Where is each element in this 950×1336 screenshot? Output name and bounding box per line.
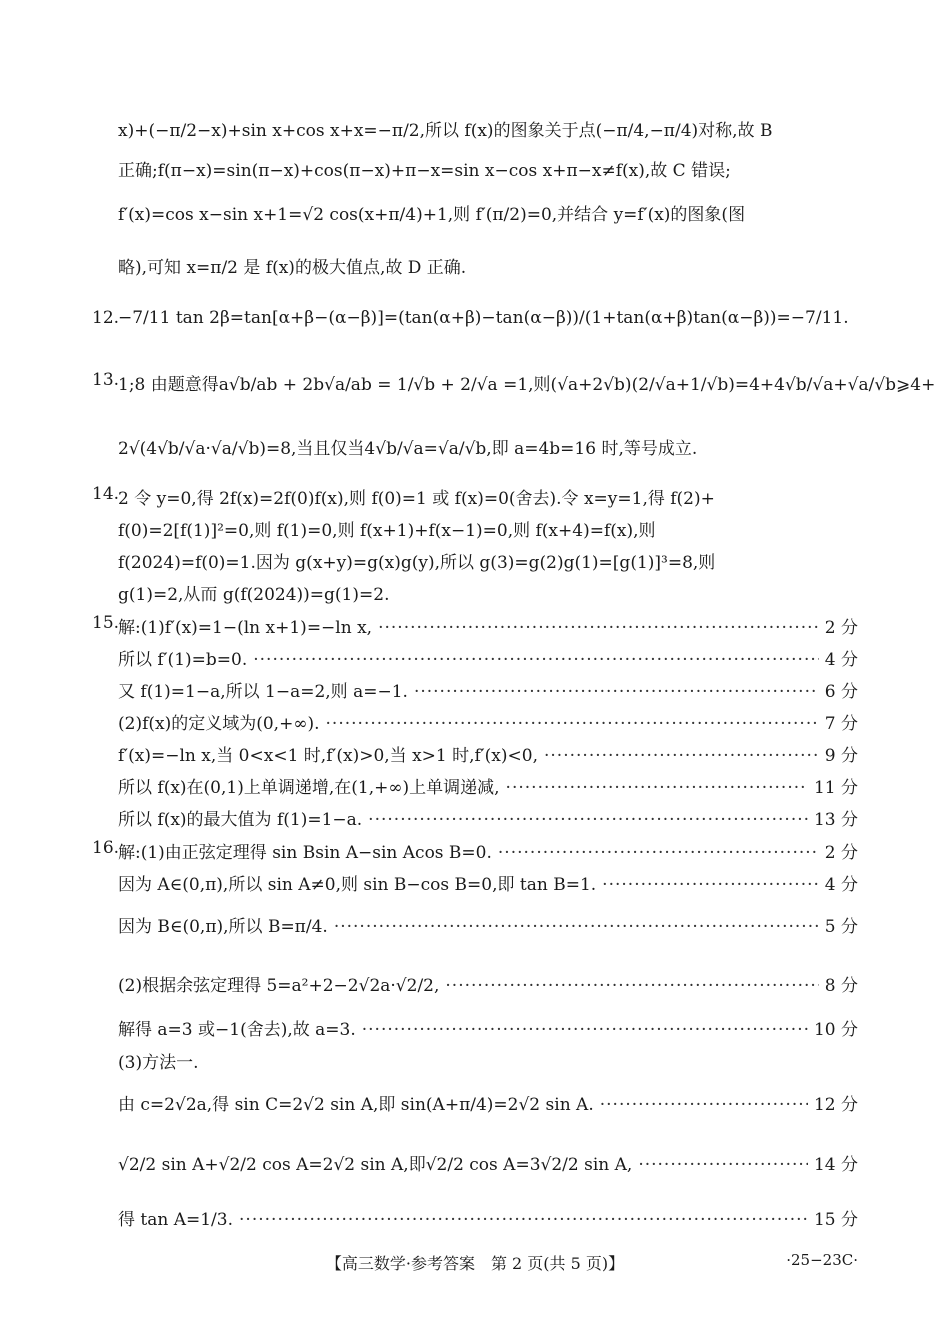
score-points: 15 分 (813, 1210, 858, 1230)
leader-dots (414, 682, 819, 702)
solution-step: 所以 f(x)的最大值为 f(1)=1−a. (118, 810, 363, 830)
solution-step: 所以 f′(1)=b=0. (118, 650, 248, 670)
score-points: 8 分 (824, 976, 858, 996)
leader-dots (326, 714, 819, 734)
question-number: 15. (92, 613, 120, 633)
score-points: 10 分 (813, 1020, 858, 1040)
score-points: 11 分 (813, 778, 858, 798)
solution-step: 得 tan A=1/3. (118, 1210, 234, 1230)
solution-step: (2)根据余弦定理得 5=a²+2−2√2a·√2/2, (118, 976, 440, 996)
solution-step: 解得 a=3 或−1(舍去),故 a=3. (118, 1020, 356, 1040)
solution-step: 因为 A∈(0,π),所以 sin A≠0,则 sin B−cos B=0,即 tan B=1. (118, 875, 597, 895)
leader-dots (638, 1155, 808, 1175)
solution-step: 所以 f(x)在(0,1)上单调递增,在(1,+∞)上单调递减, (118, 778, 500, 798)
solution-text: 2√(4√b/√a·√a/√b)=8,当且仅当4√b/√a=√a/√b,即 a=4b=16 时,等号成立. (118, 439, 698, 459)
solution-step: f′(x)=−ln x,当 0<x<1 时,f′(x)>0,当 x>1 时,f′(x)<0, (118, 746, 538, 766)
leader-dots (445, 976, 818, 996)
leader-dots (334, 917, 819, 937)
solution-text: f(2024)=f(0)=1.因为 g(x+y)=g(x)g(y),所以 g(3)=g(2)g(1)=[g(1)]³=8,则 (118, 553, 716, 573)
solution-text: f′(x)=cos x−sin x+1=√2 cos(x+π/4)+1,则 f′(π/2)=0,并结合 y=f′(x)的图象(图 (118, 205, 746, 225)
solution-step: 因为 B∈(0,π),所以 B=π/4. (118, 917, 328, 937)
leader-dots (544, 746, 819, 766)
solution-step: (2)f(x)的定义域为(0,+∞). (118, 714, 320, 734)
solution-text: f(0)=2[f(1)]²=0,则 f(1)=0,则 f(x+1)+f(x−1)=0,则 f(x+4)=f(x),则 (118, 521, 656, 541)
exam-code: ·25−23C· (786, 1251, 858, 1269)
score-points: 13 分 (813, 810, 858, 830)
solution-step: 解:(1)由正弦定理得 sin Bsin A−sin Acos B=0. (118, 843, 492, 863)
score-points: 5 分 (824, 917, 858, 937)
leader-dots (362, 1020, 808, 1040)
solution-step: 解:(1)f′(x)=1−(ln x+1)=−ln x, (118, 618, 373, 638)
solution-text: g(1)=2,从而 g(f(2024))=g(1)=2. (118, 585, 390, 605)
solution-step: 又 f(1)=1−a,所以 1−a=2,则 a=−1. (118, 682, 408, 702)
page-footer: 【高三数学·参考答案 第 2 页(共 5 页)】 (325, 1254, 625, 1273)
solution-text: 正确;f(π−x)=sin(π−x)+cos(π−x)+π−x=sin x−cos x+π−x≠f(x),故 C 错误; (118, 161, 731, 181)
leader-dots (498, 843, 819, 863)
score-points: 4 分 (824, 875, 858, 895)
score-points: 6 分 (824, 682, 858, 702)
leader-dots (239, 1210, 808, 1230)
score-points: 9 分 (824, 746, 858, 766)
score-points: 4 分 (824, 650, 858, 670)
question-number: 13. (92, 370, 120, 390)
solution-step: √2/2 sin A+√2/2 cos A=2√2 sin A,即√2/2 cos A=3√2/2 sin A, (118, 1155, 633, 1175)
leader-dots (378, 618, 819, 638)
score-points: 14 分 (813, 1155, 858, 1175)
solution-text: 1;8 由题意得a√b/ab + 2b√a/ab = 1/√b + 2/√a =1,则(√a+2√b)(2/√a+1/√b)=4+4√b/√a+√a/√b⩾4+ (118, 375, 936, 395)
leader-dots (253, 650, 819, 670)
leader-dots (368, 810, 808, 830)
solution-text: −7/11 tan 2β=tan[α+β−(α−β)]=(tan(α+β)−tan(α−β))/(1+tan(α+β)tan(α−β))=−7/11. (118, 308, 849, 328)
score-points: 2 分 (824, 618, 858, 638)
score-points: 2 分 (824, 843, 858, 863)
score-points: 12 分 (813, 1095, 858, 1115)
solution-text: 略),可知 x=π/2 是 f(x)的极大值点,故 D 正确. (118, 258, 467, 278)
score-points: 7 分 (824, 714, 858, 734)
leader-dots (602, 875, 819, 895)
solution-text: (3)方法一. (118, 1053, 199, 1073)
leader-dots (600, 1095, 808, 1115)
question-number: 16. (92, 838, 120, 858)
leader-dots (506, 778, 808, 798)
solution-text: x)+(−π/2−x)+sin x+cos x+x=−π/2,所以 f(x)的图象关于点(−π/4,−π/4)对称,故 B (118, 121, 773, 141)
solution-text: 2 令 y=0,得 2f(x)=2f(0)f(x),则 f(0)=1 或 f(x)=0(舍去).令 x=y=1,得 f(2)+ (118, 489, 715, 509)
solution-step: 由 c=2√2a,得 sin C=2√2 sin A,即 sin(A+π/4)=2√2 sin A. (118, 1095, 594, 1115)
question-number: 14. (92, 484, 120, 504)
question-number: 12. (92, 308, 120, 328)
